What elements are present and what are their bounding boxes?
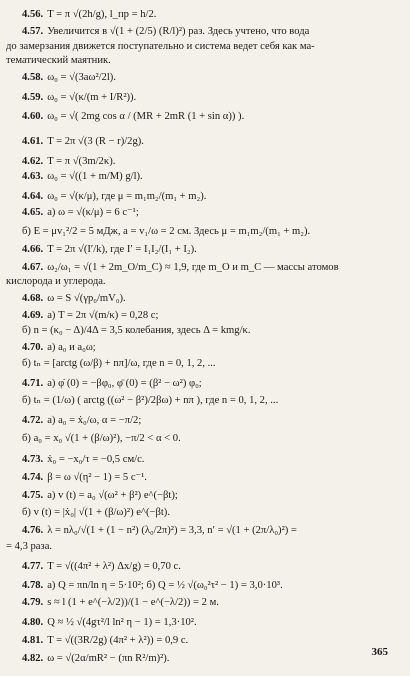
answer-text: тематический маятник. xyxy=(6,55,111,66)
answer-text: T = 2π √(3 (R − r)/2g). xyxy=(47,136,144,147)
answer-line xyxy=(22,110,244,124)
answer-text: ω₀ = √(3aω²/2l). xyxy=(47,72,116,83)
answer-line xyxy=(22,596,219,610)
answer-line xyxy=(22,652,169,666)
problem-number: 4.57. xyxy=(22,26,44,37)
answer-text: β = ω √(η² − 1) = 5 с⁻¹. xyxy=(47,472,147,483)
problem-number: 4.64. xyxy=(22,191,44,202)
problem-number: 4.68. xyxy=(22,293,44,304)
problem-number: 4.60. xyxy=(22,111,44,122)
page-number: 365 xyxy=(371,646,388,658)
answer-line xyxy=(22,579,283,593)
answer-text: б) v (t) = |ẋ₀| √(1 + (β/ω)²) e^(−βt). xyxy=(22,507,170,518)
answer-line xyxy=(22,489,178,503)
problem-number: 4.69. xyxy=(22,310,44,321)
answer-text: Увеличится в √(1 + (2/5) (R/l)²) раз. Здесь учтено, что вода xyxy=(47,26,310,37)
problem-number: 4.58. xyxy=(22,72,44,83)
answer-text: а) φ̇ (0) = −βφ₀, φ̈ (0) = (β² − ω²) φ₀; xyxy=(47,378,202,389)
answer-line xyxy=(22,261,339,275)
answer-line xyxy=(22,190,206,204)
answer-text: λ = nλ₀/√(1 + (1 − n²) (λ₀/2π)²) = 3,3, n′ = √(1 + (2π/λ₀)²) = xyxy=(47,525,297,536)
answer-line xyxy=(22,357,216,371)
answer-text: T = √((3R/2g) (4π² + λ²)) = 0,9 с. xyxy=(47,635,189,646)
answer-line xyxy=(22,471,147,485)
answer-line xyxy=(22,155,115,169)
answer-text: T = π √(3m/2κ). xyxy=(47,156,116,167)
answer-line xyxy=(22,25,309,39)
problem-number: 4.78. xyxy=(22,580,44,591)
problem-number: 4.81. xyxy=(22,635,44,646)
answer-text: до замерзания движется поступательно и система ведет себя как ма- xyxy=(6,41,315,52)
answer-text: T = √((4π² + λ²) Δx/g) = 0,70 с. xyxy=(47,561,181,572)
answer-text: б) n = (κ₀ − Δ)/4Δ = 3,5 колебания, здесь Δ = kmg/κ. xyxy=(22,325,251,336)
answer-line xyxy=(22,634,188,648)
answer-line xyxy=(22,394,278,408)
answer-text: ω₀ = √(κ/(m + I/R²)). xyxy=(47,92,137,103)
answer-line xyxy=(22,206,139,220)
answer-text: s ≈ l (1 + e^(−λ/2))/(1 − e^(−λ/2)) = 2 м. xyxy=(47,597,219,608)
answer-line xyxy=(22,309,158,323)
problem-number: 4.66. xyxy=(22,244,44,255)
problem-number: 4.71. xyxy=(22,378,44,389)
problem-number: 4.63. xyxy=(22,171,44,182)
problem-number: 4.65. xyxy=(22,207,44,218)
answer-text: T = 2π √(I′/k), где I′ = I₁I₂/(I₁ + I₂). xyxy=(47,244,197,255)
problem-number: 4.59. xyxy=(22,92,44,103)
answer-text: ẋ₀ = −x₀/τ = −0,5 см/с. xyxy=(47,454,145,465)
answer-line xyxy=(22,414,141,428)
answer-text: ω = S √(γp₀/mV₀). xyxy=(47,293,126,304)
answer-text: ω₀ = √( 2mg cos α / (MR + 2mR (1 + sin α)) ). xyxy=(47,111,245,122)
answer-line xyxy=(22,560,181,574)
problem-number: 4.73. xyxy=(22,454,44,465)
problem-number: 4.79. xyxy=(22,597,44,608)
answer-text: б) tₙ = [arctg (ω/β) + nπ]/ω, где n = 0, 1, 2, ... xyxy=(22,358,216,369)
answer-text: а) T = 2π √(m/κ) = 0,28 с; xyxy=(47,310,159,321)
answer-text: а) v (t) = a₀ √(ω² + β²) e^(−βt); xyxy=(47,490,178,501)
answer-line xyxy=(22,453,144,467)
answer-text: а) a₀ и a₀ω; xyxy=(47,342,96,353)
answer-line xyxy=(22,8,156,22)
answer-text: б) a₀ = x₀ √(1 + (β/ω)²), −π/2 < α < 0. xyxy=(22,433,181,444)
problem-number: 4.75. xyxy=(22,490,44,501)
problem-number: 4.76. xyxy=(22,525,44,536)
problem-number: 4.70. xyxy=(22,342,44,353)
answer-text: T = π √(2h/g), l_пр = h/2. xyxy=(47,9,157,20)
problem-number: 4.80. xyxy=(22,617,44,628)
answer-text: ω₀ = √(κ/μ), где μ = m₁m₂/(m₁ + m₂). xyxy=(47,191,207,202)
answer-text: ω₂/ω₁ = √(1 + 2m_O/m_C) ≈ 1,9, где m_O и m_C — массы атомов xyxy=(47,262,339,273)
answer-line xyxy=(22,341,96,355)
answer-line xyxy=(22,506,170,520)
answer-line xyxy=(22,524,297,538)
answer-text: ω = √(2α/mR² − (πn R²/m)²). xyxy=(47,653,170,664)
answer-line xyxy=(22,91,136,105)
answer-text: = 4,3 раза. xyxy=(6,541,53,552)
problem-number: 4.61. xyxy=(22,136,44,147)
problem-number: 4.74. xyxy=(22,472,44,483)
answer-line xyxy=(22,243,197,257)
answer-text: а) a₀ = ẋ₀/ω, α = −π/2; xyxy=(47,415,142,426)
answer-text: ω₀ = √((1 + m/M) g/l). xyxy=(47,171,143,182)
answer-line xyxy=(22,616,197,630)
problem-number: 4.77. xyxy=(22,561,44,572)
answer-line xyxy=(22,71,116,85)
answer-line xyxy=(6,540,52,554)
problem-number: 4.62. xyxy=(22,156,44,167)
problem-number: 4.67. xyxy=(22,262,44,273)
answer-line xyxy=(22,135,144,149)
answer-line xyxy=(22,292,126,306)
answer-text: б) tₙ = (1/ω) ( arctg ((ω² − β²)/2βω) + nπ ), где n = 0, 1, 2, ... xyxy=(22,395,279,406)
answer-text: а) ω = √(κ/μ) = 6 с⁻¹; xyxy=(47,207,139,218)
answer-text: Q ≈ ½ √(4gτ²/l ln² η − 1) = 1,3·10². xyxy=(47,617,197,628)
answer-text: а) Q = πn/ln η = 5·10²; б) Q = ½ √(ω₀²τ² − 1) = 3,0·10³. xyxy=(47,580,283,591)
answer-line xyxy=(22,324,251,338)
answer-line xyxy=(22,225,310,239)
answer-line xyxy=(22,432,181,446)
answer-line xyxy=(6,40,315,54)
answer-line xyxy=(22,170,143,184)
answer-line xyxy=(22,377,202,391)
answer-line xyxy=(6,275,106,289)
answer-text: б) E = μv₁²/2 = 5 мДж, a = v₁/ω = 2 см. Здесь μ = m₁m₂/(m₁ + m₂). xyxy=(22,226,311,237)
answer-line xyxy=(6,54,111,68)
problem-number: 4.72. xyxy=(22,415,44,426)
problem-number: 4.56. xyxy=(22,9,44,20)
answer-text: кислорода и углерода. xyxy=(6,276,106,287)
problem-number: 4.82. xyxy=(22,653,44,664)
